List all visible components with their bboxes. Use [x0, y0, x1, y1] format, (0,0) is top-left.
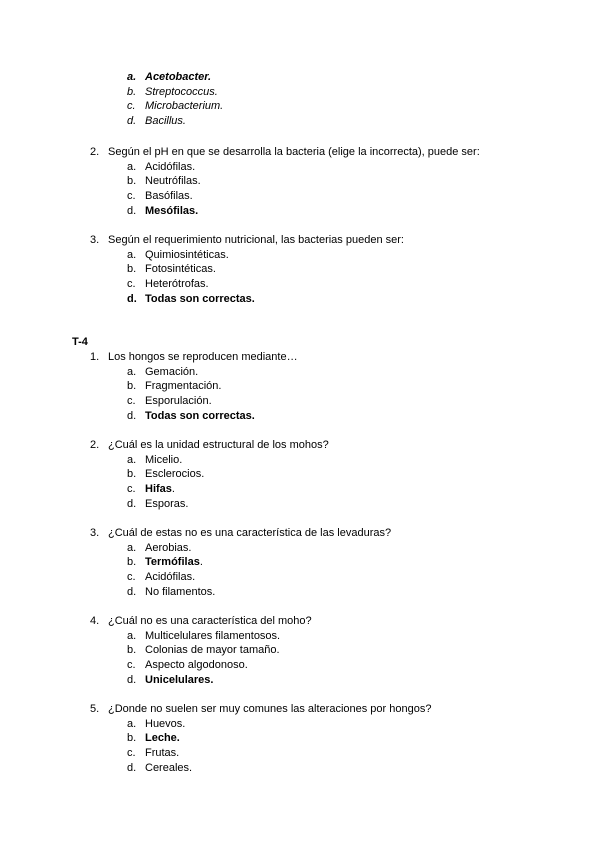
question-number: 5.	[90, 703, 100, 715]
option-row	[0, 643, 600, 658]
option-text: Huevos.	[145, 717, 186, 730]
question-2	[0, 145, 600, 218]
option-text: Esporulación.	[145, 395, 212, 408]
option-row	[0, 292, 600, 307]
question-number: 4.	[90, 615, 100, 627]
option-letter: c.	[127, 395, 136, 408]
option-text: Acidófilas.	[145, 571, 196, 584]
option-row	[0, 673, 600, 688]
option-letter: a.	[127, 453, 137, 466]
option-text: Quimiosintéticas.	[145, 248, 229, 261]
option-row	[0, 277, 600, 292]
option-letter: a.	[127, 248, 137, 261]
question-row	[0, 233, 600, 248]
option-row	[0, 585, 600, 600]
option-letter: b.	[127, 263, 137, 276]
option-text-correct: Acetobacter.	[145, 71, 212, 83]
option-letter: d.	[127, 585, 137, 598]
option-row	[0, 114, 600, 129]
option-letter: b.	[127, 380, 137, 393]
option-text: Esclerocios.	[145, 468, 205, 481]
question-text: ¿Cuál es la unidad estructural de los mohos?	[108, 439, 329, 451]
question-row	[0, 526, 600, 541]
option-text: Bacillus.	[145, 115, 186, 128]
option-letter: c.	[127, 483, 136, 496]
question-row	[0, 438, 600, 453]
option-letter: a.	[127, 629, 137, 642]
option-row	[0, 394, 600, 409]
option-letter: a.	[127, 365, 137, 378]
option-row	[0, 717, 600, 732]
option-row	[0, 160, 600, 175]
option-text: Fotosintéticas.	[145, 263, 216, 276]
option-text: Gemación.	[145, 365, 199, 378]
option-row	[0, 746, 600, 761]
t4-question-1	[0, 350, 600, 423]
option-letter: c.	[127, 747, 136, 760]
option-letter: d.	[127, 497, 137, 510]
option-letter: c.	[127, 100, 136, 113]
option-text: Neutrófilas.	[145, 175, 201, 188]
option-row	[0, 204, 600, 219]
option-text: Frutas.	[145, 747, 180, 760]
question-number: 3.	[90, 234, 100, 246]
option-letter: d.	[127, 409, 137, 422]
option-row	[0, 541, 600, 556]
option-letter: c.	[127, 571, 136, 584]
option-text: Esporas.	[145, 497, 189, 510]
option-row	[0, 658, 600, 673]
question-1-options	[0, 70, 600, 129]
option-row	[0, 189, 600, 204]
option-letter: c.	[127, 278, 136, 291]
option-text: Aerobias.	[145, 541, 192, 554]
option-letter: d.	[127, 673, 137, 686]
question-row	[0, 702, 600, 717]
option-text: Colonias de mayor tamaño.	[145, 644, 280, 657]
question-text: ¿Cuál de estas no es una característica de las levaduras?	[108, 527, 392, 539]
option-text-correct	[145, 482, 175, 497]
option-letter: d.	[127, 292, 137, 305]
option-letter: a.	[127, 717, 137, 730]
option-text: Acidófilas.	[145, 160, 196, 173]
option-letter: b.	[127, 468, 137, 481]
option-row	[0, 365, 600, 380]
question-number: 1.	[90, 351, 100, 363]
question-text: ¿Cuál no es una característica del moho?	[108, 615, 312, 627]
question-number: 3.	[90, 527, 100, 539]
question-row	[0, 350, 600, 365]
option-text-correct: Unicelulares.	[145, 673, 214, 686]
option-letter: b.	[127, 556, 137, 569]
option-row	[0, 629, 600, 644]
option-text: Heterótrofas.	[145, 278, 209, 291]
option-text: Streptococcus.	[145, 85, 218, 98]
option-row	[0, 262, 600, 277]
t4-question-3	[0, 526, 600, 599]
option-text-suffix: .	[171, 483, 175, 496]
question-row	[0, 614, 600, 629]
section-heading: T-4	[72, 336, 88, 348]
option-text-correct	[145, 555, 203, 570]
t4-question-5	[0, 702, 600, 775]
option-letter: b.	[127, 85, 137, 98]
option-letter: b.	[127, 644, 137, 657]
option-row	[0, 731, 600, 746]
option-text-correct: Leche.	[145, 732, 180, 745]
option-row	[0, 482, 600, 497]
option-letter: d.	[127, 761, 137, 774]
option-letter: a.	[127, 160, 137, 173]
option-text-correct: Todas son correctas.	[145, 409, 255, 422]
option-text-bold: Hifas	[145, 483, 172, 496]
option-text: Fragmentación.	[145, 380, 222, 393]
question-row	[0, 145, 600, 160]
option-letter: b.	[127, 732, 137, 745]
question-3	[0, 233, 600, 306]
option-text-suffix: .	[199, 556, 203, 569]
option-text-bold: Termófilas	[145, 556, 200, 569]
option-letter: b.	[127, 175, 137, 188]
option-text-correct: Todas son correctas.	[145, 292, 255, 305]
option-row	[0, 70, 600, 85]
option-row	[0, 409, 600, 424]
option-row	[0, 379, 600, 394]
t4-question-2	[0, 438, 600, 511]
option-row	[0, 761, 600, 776]
question-text: Según el pH en que se desarrolla la bacteria (elige la incorrecta), puede ser:	[108, 146, 480, 158]
question-text: Según el requerimiento nutricional, las bacterias pueden ser:	[108, 234, 404, 246]
question-text: Los hongos se reproducen mediante…	[108, 351, 298, 363]
option-letter: d.	[127, 115, 137, 128]
option-text: Aspecto algodonoso.	[145, 659, 248, 672]
option-row	[0, 99, 600, 114]
option-row	[0, 467, 600, 482]
option-letter: d.	[127, 204, 137, 217]
option-row	[0, 570, 600, 585]
option-letter: c.	[127, 190, 136, 203]
option-text: Microbacterium.	[145, 100, 224, 113]
option-row	[0, 174, 600, 189]
option-letter: a.	[127, 71, 137, 83]
option-row	[0, 497, 600, 512]
option-text: No filamentos.	[145, 585, 216, 598]
option-text: Cereales.	[145, 761, 193, 774]
t4-question-4	[0, 614, 600, 687]
option-row	[0, 85, 600, 100]
option-text-correct: Mesófilas.	[145, 204, 199, 217]
question-number: 2.	[90, 146, 100, 158]
option-letter: a.	[127, 541, 137, 554]
option-letter: c.	[127, 659, 136, 672]
option-row	[0, 555, 600, 570]
option-text: Micelio.	[145, 453, 183, 466]
question-text: ¿Donde no suelen ser muy comunes las alteraciones por hongos?	[108, 703, 432, 715]
option-row	[0, 453, 600, 468]
option-text: Basófilas.	[145, 190, 193, 203]
question-number: 2.	[90, 439, 100, 451]
option-text: Multicelulares filamentosos.	[145, 629, 281, 642]
option-row	[0, 248, 600, 263]
